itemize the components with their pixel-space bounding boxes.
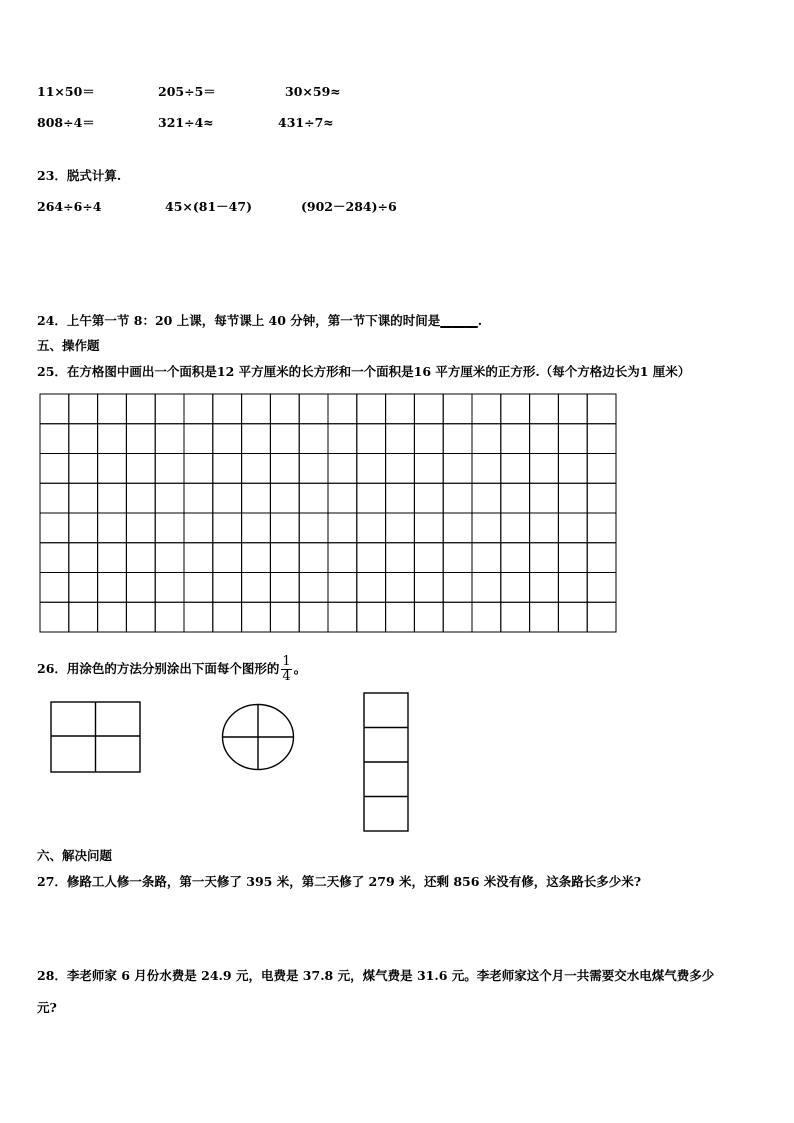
grid-cell[interactable] — [501, 394, 530, 424]
grid-cell[interactable] — [242, 543, 271, 573]
grid-cell[interactable] — [472, 513, 501, 543]
grid-cell[interactable] — [242, 513, 271, 543]
vertical-strip-shape[interactable] — [362, 692, 410, 833]
grid-cell[interactable] — [270, 454, 299, 484]
grid-cell[interactable] — [299, 394, 328, 424]
grid-cell[interactable] — [558, 543, 587, 573]
grid-cell[interactable] — [357, 454, 386, 484]
grid-cell[interactable] — [299, 483, 328, 513]
grid-cell[interactable] — [472, 573, 501, 603]
grid-cell[interactable] — [501, 513, 530, 543]
grid-cell[interactable] — [443, 394, 472, 424]
grid-cell[interactable] — [155, 573, 184, 603]
grid-cell[interactable] — [414, 424, 443, 454]
grid-cell[interactable] — [530, 424, 559, 454]
grid-cell[interactable] — [270, 602, 299, 632]
grid-cell[interactable] — [98, 454, 127, 484]
grid-cell[interactable] — [69, 513, 98, 543]
grid-cell[interactable] — [357, 543, 386, 573]
grid-cell[interactable] — [155, 454, 184, 484]
grid-cell[interactable] — [40, 573, 69, 603]
grid-cell[interactable] — [386, 483, 415, 513]
grid-cell[interactable] — [530, 454, 559, 484]
grid-cell[interactable] — [443, 513, 472, 543]
grid-cell[interactable] — [40, 454, 69, 484]
q26-end: 。 — [293, 661, 307, 676]
q24-text: 24．上午第一节 8：20 上课，每节课上 40 分钟，第一节下课的时间是 — [37, 313, 441, 328]
grid-cell[interactable] — [357, 513, 386, 543]
grid-cell[interactable] — [472, 483, 501, 513]
grid-cell[interactable] — [587, 424, 616, 454]
grid-cell[interactable] — [386, 543, 415, 573]
grid-cell[interactable] — [40, 543, 69, 573]
grid-cell[interactable] — [299, 573, 328, 603]
grid-cell[interactable] — [558, 483, 587, 513]
grid-cell[interactable] — [443, 573, 472, 603]
grid-cell[interactable] — [328, 602, 357, 632]
grid-cell[interactable] — [501, 483, 530, 513]
grid-cell[interactable] — [328, 573, 357, 603]
grid-cell[interactable] — [98, 513, 127, 543]
grid-cell[interactable] — [501, 543, 530, 573]
grid-cell[interactable] — [155, 394, 184, 424]
grid-cell[interactable] — [242, 454, 271, 484]
grid-cell[interactable] — [270, 394, 299, 424]
grid-cell[interactable] — [472, 543, 501, 573]
grid-cell[interactable] — [386, 424, 415, 454]
q24-answer-blank[interactable]: ______ — [440, 313, 478, 328]
grid-cell[interactable] — [40, 394, 69, 424]
grid-cell[interactable] — [443, 602, 472, 632]
grid-cell[interactable] — [530, 573, 559, 603]
grid-cell[interactable] — [98, 543, 127, 573]
grid-cell[interactable] — [530, 543, 559, 573]
grid-cell[interactable] — [414, 573, 443, 603]
grid-cell[interactable] — [155, 483, 184, 513]
q25-question: 25．在方格图中画出一个面积是12 平方厘米的长方形和一个面积是16 平方厘米的正方形.（每个方格边长为1 厘米） — [37, 364, 691, 379]
grid-cell[interactable] — [558, 454, 587, 484]
grid-cell[interactable] — [357, 483, 386, 513]
oral-item-1: 11×50＝ — [37, 84, 95, 99]
oral-item-5: 321÷4≈ — [158, 115, 214, 130]
grid-cell[interactable] — [472, 602, 501, 632]
grid-cell[interactable] — [443, 543, 472, 573]
grid-cell[interactable] — [501, 573, 530, 603]
grid-cell[interactable] — [530, 513, 559, 543]
grid-cell[interactable] — [443, 454, 472, 484]
grid-cell[interactable] — [242, 573, 271, 603]
grid-cell[interactable] — [98, 394, 127, 424]
grid-cell[interactable] — [184, 543, 213, 573]
grid-cell[interactable] — [299, 602, 328, 632]
grid-cell[interactable] — [530, 602, 559, 632]
grid-cell[interactable] — [299, 543, 328, 573]
grid-cell[interactable] — [242, 602, 271, 632]
grid-cell[interactable] — [213, 602, 242, 632]
q26-question — [37, 654, 306, 684]
grid-cell[interactable] — [126, 543, 155, 573]
q26-fraction-denominator: 4 — [282, 669, 291, 684]
grid-cell[interactable] — [270, 573, 299, 603]
grid-cell[interactable] — [357, 573, 386, 603]
grid-cell[interactable] — [69, 454, 98, 484]
grid-cell[interactable] — [213, 483, 242, 513]
square-grid[interactable] — [39, 393, 617, 633]
grid-cell[interactable] — [126, 424, 155, 454]
grid-cell[interactable] — [242, 394, 271, 424]
grid-cell[interactable] — [184, 513, 213, 543]
grid-cell[interactable] — [126, 394, 155, 424]
grid-cell[interactable] — [155, 602, 184, 632]
grid-cell[interactable] — [213, 543, 242, 573]
grid-cell[interactable] — [69, 573, 98, 603]
grid-cell[interactable] — [587, 513, 616, 543]
grid-cell[interactable] — [126, 602, 155, 632]
grid-cell[interactable] — [69, 602, 98, 632]
grid-cell[interactable] — [155, 513, 184, 543]
q26-fraction-numerator: 1 — [282, 654, 291, 669]
q26-fraction — [281, 655, 291, 684]
grid-cell[interactable] — [213, 454, 242, 484]
grid-cell[interactable] — [414, 394, 443, 424]
grid-cell[interactable] — [155, 543, 184, 573]
q28-question-line2: 元? — [37, 1000, 57, 1015]
grid-cell[interactable] — [270, 513, 299, 543]
grid-cell[interactable] — [270, 543, 299, 573]
grid-cell[interactable] — [184, 573, 213, 603]
grid-cell[interactable] — [501, 454, 530, 484]
grid-cell[interactable] — [98, 424, 127, 454]
grid-cell[interactable] — [242, 424, 271, 454]
grid-cell[interactable] — [213, 513, 242, 543]
grid-cell[interactable] — [587, 602, 616, 632]
grid-cell[interactable] — [587, 573, 616, 603]
grid-cell[interactable] — [98, 483, 127, 513]
grid-cell[interactable] — [530, 483, 559, 513]
grid-cell[interactable] — [270, 483, 299, 513]
grid-cell[interactable] — [213, 394, 242, 424]
grid-cell[interactable] — [270, 424, 299, 454]
section-5-heading: 五、操作题 — [37, 338, 100, 353]
circle-shape[interactable] — [221, 703, 296, 771]
grid-cell[interactable] — [328, 513, 357, 543]
grid-cell[interactable] — [558, 513, 587, 543]
grid-cell[interactable] — [328, 394, 357, 424]
q23-title: 23．脱式计算. — [37, 168, 122, 183]
q24-end: . — [477, 313, 483, 328]
grid-cell[interactable] — [98, 602, 127, 632]
oral-item-3: 30×59≈ — [285, 84, 341, 99]
grid-cell[interactable] — [558, 394, 587, 424]
grid-cell[interactable] — [40, 513, 69, 543]
q23-item-1: 264÷6÷4 — [37, 199, 102, 214]
grid-cell[interactable] — [155, 424, 184, 454]
grid-cell[interactable] — [213, 424, 242, 454]
q23-item-2: 45×(81－47) — [165, 199, 252, 214]
grid-cell[interactable] — [530, 394, 559, 424]
q27-question: 27．修路工人修一条路，第一天修了 395 米，第二天修了 279 米，还剩 856 米没有修，这条路长多少米? — [37, 874, 642, 889]
q23-item-3: (902－284)÷6 — [301, 199, 397, 214]
grid-cell[interactable] — [443, 424, 472, 454]
grid-cell[interactable] — [69, 394, 98, 424]
grid-cell[interactable] — [472, 424, 501, 454]
grid-cell[interactable] — [587, 543, 616, 573]
grid-cell[interactable] — [328, 483, 357, 513]
grid-cell[interactable] — [299, 513, 328, 543]
oral-item-4: 808÷4＝ — [37, 115, 95, 130]
oral-item-2: 205÷5＝ — [158, 84, 216, 99]
grid-cell[interactable] — [184, 602, 213, 632]
q28-question-line1: 28．李老师家 6 月份水费是 24.9 元，电费是 37.8 元，煤气费是 31.6 元。李老师家这个月一共需要交水电煤气费多少 — [37, 968, 715, 983]
rectangle-shape[interactable] — [50, 701, 142, 774]
section-6-heading: 六、解决问题 — [37, 848, 113, 863]
grid-cell[interactable] — [386, 602, 415, 632]
grid-cell[interactable] — [414, 454, 443, 484]
grid-cell[interactable] — [558, 573, 587, 603]
grid-cell[interactable] — [472, 394, 501, 424]
grid-cell[interactable] — [414, 513, 443, 543]
grid-cell[interactable] — [184, 424, 213, 454]
grid-cell[interactable] — [558, 602, 587, 632]
grid-cell[interactable] — [357, 394, 386, 424]
grid-cell[interactable] — [386, 394, 415, 424]
grid-cell[interactable] — [213, 573, 242, 603]
grid-cell[interactable] — [126, 513, 155, 543]
grid-cell[interactable] — [242, 483, 271, 513]
grid-cell[interactable] — [69, 483, 98, 513]
grid-cell[interactable] — [501, 602, 530, 632]
grid-cell[interactable] — [328, 543, 357, 573]
grid-cell[interactable] — [98, 573, 127, 603]
grid-cell[interactable] — [357, 602, 386, 632]
grid-cell[interactable] — [501, 424, 530, 454]
grid-cell[interactable] — [558, 424, 587, 454]
grid-cell[interactable] — [126, 573, 155, 603]
grid-cell[interactable] — [443, 483, 472, 513]
grid-cell[interactable] — [328, 424, 357, 454]
grid-cell[interactable] — [357, 424, 386, 454]
grid-cell[interactable] — [414, 483, 443, 513]
grid-cell[interactable] — [587, 454, 616, 484]
grid-cell[interactable] — [184, 394, 213, 424]
grid-cell[interactable] — [587, 394, 616, 424]
grid-cell[interactable] — [40, 483, 69, 513]
grid-cell[interactable] — [40, 602, 69, 632]
grid-cell[interactable] — [299, 424, 328, 454]
grid-cell[interactable] — [386, 513, 415, 543]
grid-cell[interactable] — [328, 454, 357, 484]
grid-cell[interactable] — [414, 543, 443, 573]
grid-cell[interactable] — [472, 454, 501, 484]
q24-question — [37, 313, 482, 329]
q26-text: 26．用涂色的方法分别涂出下面每个图形的 — [37, 661, 280, 676]
grid-cell[interactable] — [414, 602, 443, 632]
grid-cell[interactable] — [386, 454, 415, 484]
grid-cell[interactable] — [184, 483, 213, 513]
grid-cell[interactable] — [69, 543, 98, 573]
grid-cell[interactable] — [299, 454, 328, 484]
grid-cell[interactable] — [386, 573, 415, 603]
oral-item-6: 431÷7≈ — [278, 115, 334, 130]
grid-cell[interactable] — [126, 454, 155, 484]
grid-cell[interactable] — [40, 424, 69, 454]
grid-cell[interactable] — [126, 483, 155, 513]
grid-cell[interactable] — [587, 483, 616, 513]
grid-cell[interactable] — [184, 454, 213, 484]
grid-cell[interactable] — [69, 424, 98, 454]
